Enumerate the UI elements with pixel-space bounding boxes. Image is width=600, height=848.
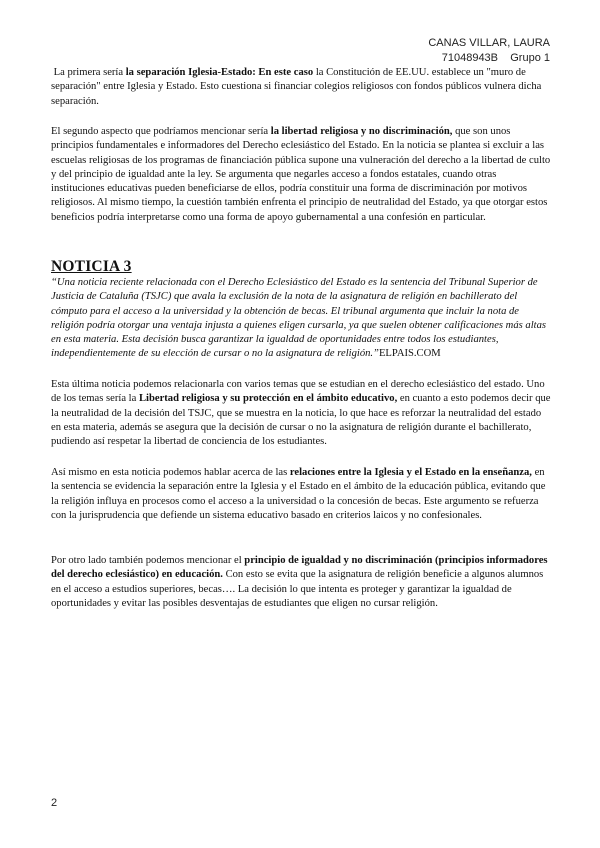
paragraph-1-before: La primera sería: [53, 67, 126, 78]
paragraph-4-bold: relaciones entre la Iglesia y el Estado en la enseñanza,: [289, 467, 532, 478]
paragraph-2-after: que son unos principios fundamentales e informadores del Derecho eclesiástico del Estado. En la noticia se plantea si excluir a las escuelas religiosas de los programas de financiación pública supone una vulneración del derecho a la libertad de culto y del principio de igualdad ante la ley. Se argumenta que negarles acceso a fondos estatales, cuando otras instituciones educativas pueden beneficiarse de ellos, podría constituir una forma de discriminación por motivos religiosos. Al mismo tiempo, la cuestión también enfrenta el principio de neutralidad del Estado, ya que otorgar estos beneficios podría interpretarse como una forma de apoyo gubernamental a una confesión en particular.: [51, 126, 551, 223]
paragraph-5-bold: principio de igualdad y no discriminación (principios informadores del derecho eclesiástico) en educación.: [51, 555, 548, 581]
section-title: NOTICIA 3: [51, 258, 132, 275]
paragraph-3-bold: Libertad religiosa y su protección en el ámbito educativo,: [138, 393, 398, 405]
paragraph-2-bold: la libertad religiosa y no discriminación,: [270, 126, 453, 137]
paragraph-3-after: en cuanto a esto podemos decir que la neutralidad de la decisión del TSJC, que se muestra en la noticia, lo que hace es reforzar la neutralidad del estado en esta materia, además se asegura que la decisión de cursar o no la asignatura de religión durante el bachillerato, pudiendo así respetar la libertad de conciencia de los estudiantes.: [51, 393, 551, 448]
paragraph-5-before: Por otro lado también podemos mencionar el: [51, 555, 245, 566]
paragraph-4: [51, 466, 551, 523]
paragraph-4-after: en la sentencia se evidencia la separación entre la Iglesia y el Estado en el ámbito de la educación pública, evitando que la religión influya en procesos como el acceso a la universidad o la concesión de becas. Este argumento se refuerza con la jurisprudencia que defiende un sistema educativo basado en criterios laicos y no confesionales.: [51, 467, 546, 521]
paragraph-3: [51, 378, 551, 449]
paragraph-5: [51, 554, 551, 611]
paragraph-3-before: Esta última noticia podemos relacionarla con varios temas que se estudian en el derecho eclesiástico del estado. Uno de los temas sería la: [51, 379, 545, 405]
paragraph-4-before: Así mismo en esta noticia podemos hablar acerca de las: [51, 467, 290, 478]
header-student-id: 71048943B: [441, 52, 499, 64]
header-author: CANAS VILLAR, LAURA: [428, 37, 550, 49]
paragraph-5-after: Con esto se evita que la asignatura de religión beneficie a algunos alumnos en el acceso a estudios superiores, becas…. La decisión lo que intenta es proteger y garantizar la igualdad de oportunidades y evitar las posibles desventajas de estudiantes que eligen no cursar religión.: [51, 569, 544, 609]
paragraph-2-before: El segundo aspecto que podríamos mencionar sería: [51, 126, 271, 137]
header-group: Grupo 1: [510, 52, 550, 64]
paragraph-1: [51, 66, 551, 109]
paragraph-1-after: la Constitución de EE.UU. establece un "muro de separación" entre Iglesia y Estado. Esto cuestiona si financiar colegios religiosos con fondos públicos vulnera dicha separación.: [51, 67, 542, 107]
quote-text: “Una noticia reciente relacionada con el Derecho Eclesiástico del Estado es la sentencia del Tribunal Superior de Justicia de Cataluña (TSJC) que avala la exclusión de la nota de la asignatura de religión en bachillerato del cómputo para el acceso a la universidad y la obtención de becas. El tribunal argumenta que incluir la nota de religión podría otorgar una ventaja injusta a quienes eligen cursarla, ya que suelen obtener calificaciones más altas en esta materia. Esta decisión busca garantizar la igualdad de oportunidades entre todos los estudiantes, independientemente de su elección de cursar o no la asignatura de religión.”: [51, 277, 546, 360]
news-quote: [51, 276, 551, 362]
paragraph-2: [51, 125, 551, 225]
paragraph-1-bold: la separación Iglesia-Estado: En este caso: [125, 67, 314, 78]
page-number: 2: [51, 797, 58, 809]
quote-source: ELPAIS.COM: [378, 348, 441, 360]
header-id-group: [442, 51, 550, 65]
